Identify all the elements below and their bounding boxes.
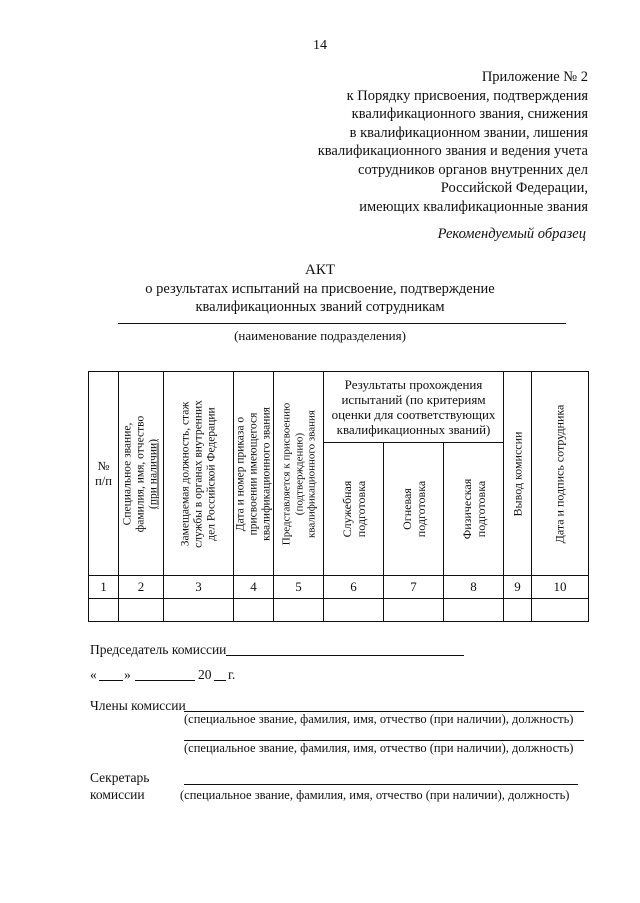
column-number: 6 [324, 576, 384, 599]
recommended-sample-label: Рекомендуемый образец [437, 226, 586, 242]
header-fire-training: Огневая подготовка [384, 443, 444, 576]
date-close-quote: » [124, 667, 131, 682]
column-number: 1 [89, 576, 119, 599]
table-row [89, 599, 589, 622]
column-number: 9 [504, 576, 532, 599]
act-title: АКТ [305, 262, 335, 278]
unit-name-caption: (наименование подразделения) [234, 328, 406, 343]
members-label: Члены комиссии [90, 698, 186, 713]
table-cell[interactable] [324, 599, 384, 622]
column-numbers-row [89, 576, 589, 599]
header-service-training: Служебная подготовка [324, 443, 384, 576]
secretary-label: Секретарь [90, 770, 150, 785]
secretary-caption: (специальное звание, фамилия, имя, отчество (при наличии), должность) [180, 788, 570, 802]
appendix-line: квалификационного звания, снижения [351, 106, 588, 122]
header-signature: Дата и подпись сотрудника [532, 372, 589, 576]
date-month-line[interactable] [135, 680, 195, 681]
appendix-line: Приложение № 2 [481, 69, 588, 85]
secretary-signature-line[interactable] [184, 784, 578, 785]
results-table [88, 371, 589, 622]
column-number: 10 [532, 576, 589, 599]
header-order-date: Дата и номер приказа о присвоении имеющегося квалификационного звания [234, 372, 274, 576]
appendix-line: квалификационного звания и ведения учета [317, 143, 588, 159]
date-open-quote: « [90, 667, 97, 682]
column-number: 2 [119, 576, 164, 599]
table-cell[interactable] [119, 599, 164, 622]
table-cell[interactable] [89, 599, 119, 622]
appendix-line: сотрудников органов внутренних дел [358, 161, 588, 178]
appendix-header [248, 68, 588, 216]
header-results-group: Результаты прохождения испытаний (по критериям оценки для соответствующих квалификационных званий) [324, 372, 504, 443]
table-cell[interactable] [384, 599, 444, 622]
appendix-line: Российской Федерации, [440, 180, 588, 196]
table-cell[interactable] [274, 599, 324, 622]
header-number: № п/п [89, 372, 119, 576]
member-caption: (специальное звание, фамилия, имя, отчество (при наличии), должность) [184, 712, 574, 726]
header-conclusion: Вывод комиссии [504, 372, 532, 576]
column-number: 4 [234, 576, 274, 599]
page-number: 14 [313, 38, 327, 53]
secretary-label: комиссии [90, 787, 145, 802]
header-rank-name: Специальное звание, фамилия, имя, отчество (при наличии) [119, 372, 164, 576]
table-cell[interactable] [164, 599, 234, 622]
column-number: 3 [164, 576, 234, 599]
date-year-line[interactable] [214, 680, 226, 681]
appendix-line: к Порядку присвоения, подтверждения [346, 87, 588, 104]
appendix-line: в квалификационном звании, лишения [349, 124, 588, 141]
column-number: 5 [274, 576, 324, 599]
column-number: 8 [444, 576, 504, 599]
header-proposed: Представляется к присвоению (подтверждению) квалификационного звания [274, 372, 324, 576]
date-year-suffix: г. [228, 667, 236, 682]
table-cell[interactable] [504, 599, 532, 622]
appendix-line: имеющих квалификационные звания [359, 198, 588, 215]
chairman-signature-line[interactable] [226, 655, 464, 656]
header-position: Замещаемая должность, стаж службы в органах внутренних дел Российской Федерации [164, 372, 234, 576]
act-subtitle-line: о результатах испытаний на присвоение, подтверждение [145, 281, 495, 297]
act-subtitle-line: квалификационных званий сотрудникам [195, 299, 445, 315]
unit-name-line[interactable] [118, 323, 566, 324]
act-subtitle [0, 280, 640, 316]
date-year: 20 [198, 667, 212, 682]
table-cell[interactable] [532, 599, 589, 622]
column-number: 7 [384, 576, 444, 599]
table-cell[interactable] [444, 599, 504, 622]
table-cell[interactable] [234, 599, 274, 622]
date-day-line[interactable] [99, 680, 123, 681]
header-physical-training: Физическая подготовка [444, 443, 504, 576]
chairman-label: Председатель комиссии [90, 642, 227, 657]
member-caption: (специальное звание, фамилия, имя, отчество (при наличии), должность) [184, 741, 574, 755]
